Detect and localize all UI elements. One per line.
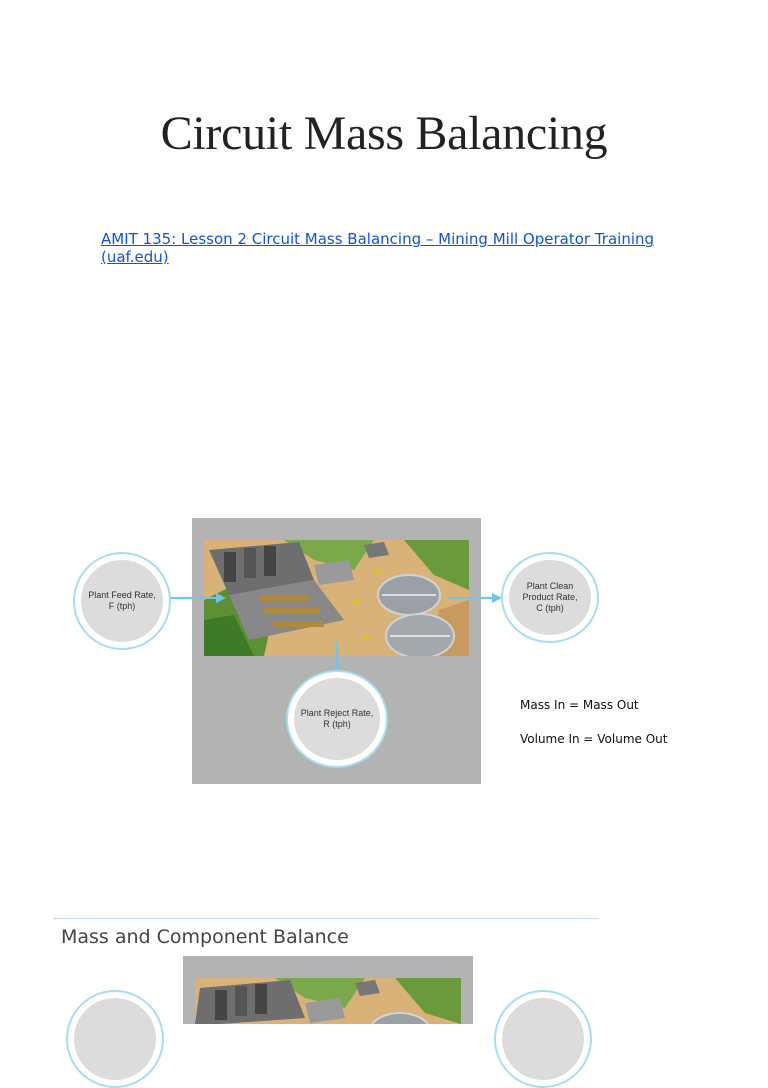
plant-product-rate-node-2 bbox=[494, 990, 592, 1088]
plant-image-2 bbox=[195, 978, 461, 1024]
plant-product-rate-node bbox=[501, 552, 599, 643]
feed-arrow bbox=[168, 591, 228, 605]
section-divider bbox=[53, 918, 599, 919]
plant-product-rate-label: Plant Clean Product Rate, C (tph) bbox=[522, 581, 578, 613]
plant-feed-rate-node-2 bbox=[66, 990, 164, 1088]
volume-equation: Volume In = Volume Out bbox=[520, 732, 668, 746]
page-title: Circuit Mass Balancing bbox=[160, 107, 608, 160]
mass-equation: Mass In = Mass Out bbox=[520, 698, 639, 712]
lesson-link[interactable]: AMIT 135: Lesson 2 Circuit Mass Balancing – Mining Mill Operator Training (uaf.edu) bbox=[101, 230, 655, 266]
product-arrow bbox=[448, 591, 506, 605]
plant-reject-rate-node bbox=[286, 670, 388, 768]
plant-feed-rate-label: Plant Feed Rate, F (tph) bbox=[88, 590, 156, 611]
plant-image bbox=[204, 540, 469, 656]
section-heading: Mass and Component Balance bbox=[61, 926, 349, 948]
plant-reject-rate-label: Plant Reject Rate, R (tph) bbox=[300, 708, 374, 729]
plant-feed-rate-node bbox=[73, 552, 171, 650]
